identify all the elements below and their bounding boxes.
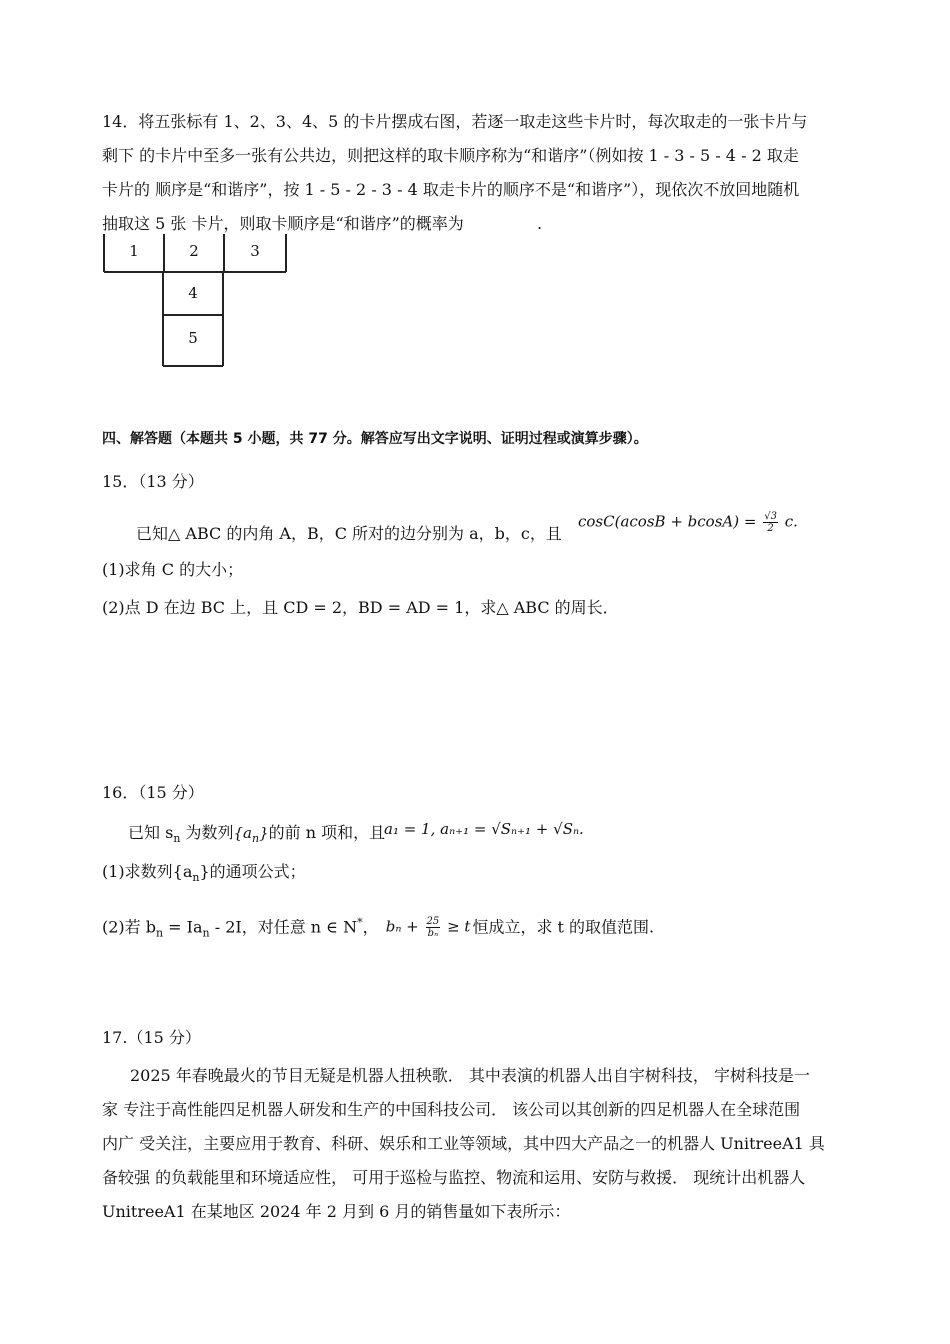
q16-part2-sub2: n	[202, 926, 210, 940]
q16-seq: {a	[233, 824, 252, 842]
q16-ineq-denominator: bₙ	[427, 928, 439, 940]
q16-sequence	[233, 824, 269, 845]
card-3: 3	[250, 242, 260, 260]
q16-stem	[128, 823, 385, 849]
card-5: 5	[188, 329, 198, 347]
q16-inequality	[386, 916, 471, 939]
q16-ineq-left: bₙ +	[385, 917, 419, 936]
q17-line-5: UnitreeA1 在某地区 2024 年 2 月到 6 月的销售量如下表所示：	[102, 1202, 571, 1221]
q14-line-2: 剩下 的卡片中至多一张有公共边，则把这样的取卡顺序称为“和谐序”（例如按 1 - 3 - 5 - 4 - 2 取走	[102, 146, 799, 165]
q15-formula	[578, 511, 798, 534]
q16-ineq-right: ≥ t	[447, 917, 471, 936]
q14-line-1: 14．将五张标有 1、2、3、4、5 的卡片摆成右图，若逐一取走这些卡片时，每次取走的一张卡片与	[102, 112, 808, 131]
q16-part2-d: ，	[362, 917, 379, 937]
card-4: 4	[188, 284, 198, 302]
card-1: 1	[129, 242, 139, 260]
q16-part1-sub: n	[192, 871, 200, 885]
q16-part2-sup: *	[357, 916, 363, 929]
q16-part2-b: = Ia	[163, 917, 203, 937]
q16-part2-c: - 2I，对任意 n ∈ N	[209, 917, 358, 937]
q15-fraction	[763, 511, 778, 534]
card-2: 2	[189, 242, 199, 260]
q16-part-2	[102, 913, 654, 944]
q15-part-2: (2)点 D 在边 BC 上，且 CD = 2，BD = AD = 1，求△ ABC 的周长．	[102, 598, 619, 617]
q15-stem-text: 已知△ ABC 的内角 A，B，C 所对的边分别为 a，b，c，且	[136, 524, 562, 543]
q16-part2-sub1: n	[156, 926, 164, 940]
q14-line-3: 卡片的 顺序是“和谐序”，按 1 - 5 - 2 - 3 - 4 取走卡片的顺序不是“和谐序”），现依次不放回地随机	[102, 180, 800, 199]
q15-header: 15．（13 分）	[102, 472, 204, 491]
q16-header: 16．（15 分）	[102, 783, 204, 802]
q16-ineq-numerator: 25	[426, 916, 440, 928]
q17-line-2: 家 专注于高性能四足机器人研发和生产的中国科技公司． 该公司以其创新的四足机器人在全球范围	[102, 1100, 801, 1119]
q16-seq-sub: n	[252, 832, 260, 845]
q16-ineq-fraction	[426, 916, 441, 939]
q15-fraction-numerator: √3	[764, 511, 777, 522]
q15-fraction-denominator: 2	[767, 523, 774, 534]
q15-part-1: (1)求角 C 的大小；	[102, 560, 244, 579]
q14-line-4: 抽取这 5 张 卡片，则取卡顺序是“和谐序”的概率为	[102, 214, 464, 233]
section-heading: 四、解答题（本题共 5 小题，共 77 分。解答应写出文字说明、证明过程或演算步骤）。	[102, 431, 648, 447]
card-layout-figure	[100, 232, 300, 372]
q17-line-1: 2025 年春晚最火的节目无疑是机器人扭秧歌． 其中表演的机器人出自宇树科技， 宇树科技是一	[130, 1066, 810, 1085]
q14-blank-end: .	[537, 214, 543, 233]
q15-stem	[136, 524, 562, 544]
q16-formula: a₁ = 1, aₙ₊₁ = √Sₙ₊₁ + √Sₙ.	[384, 820, 584, 838]
q16-part1-b: }的通项公式；	[199, 862, 306, 881]
q16-part1-a: (1)求数列{a	[102, 862, 193, 881]
q16-stem-a: 已知 s	[128, 823, 174, 842]
q17-line-4: 备较强 的负载能里和环境适应性， 可用于巡检与监控、物流和运用、安防与救援． 现统计出机器人	[102, 1168, 806, 1187]
q16-part2-a: (2)若 b	[102, 917, 156, 937]
q16-part-1	[102, 862, 306, 888]
q16-part2-e: 恒成立，求 t 的取值范围.	[472, 917, 655, 937]
q17-line-3: 内广 受关注，主要应用于教育、科研、娱乐和工业等领域，其中四大产品之一的机器人 UnitreeA1 具	[102, 1134, 825, 1153]
q16-stem-sub: n	[173, 832, 181, 846]
q16-seq-end: }	[259, 824, 269, 842]
q16-stem-c: 的前 n 项和，且	[268, 823, 386, 842]
q15-formula-left: cosC(acosB + bcosA) =	[578, 512, 757, 531]
q17-header: 17.（15 分）	[102, 1028, 201, 1047]
q16-stem-b: 为数列	[180, 823, 234, 842]
q15-formula-right: c.	[784, 512, 798, 531]
